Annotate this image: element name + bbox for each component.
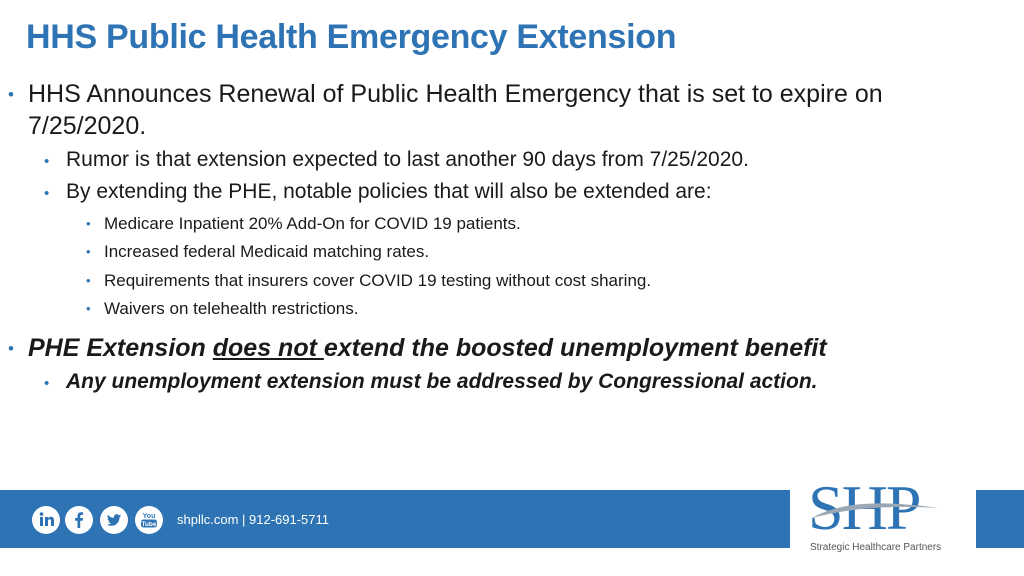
- facebook-icon[interactable]: [65, 506, 93, 534]
- youtube-icon[interactable]: [135, 506, 163, 534]
- bullet-dot: •: [86, 216, 91, 231]
- bullet-insurers: Requirements that insurers cover COVID 19 testing without cost sharing.: [104, 271, 652, 290]
- footer-contact[interactable]: shpllc.com | 912-691-5711: [177, 512, 330, 527]
- youtube-text-bottom: Tube: [141, 520, 157, 528]
- bullet-extending: By extending the PHE, notable policies that will also be extended are:: [66, 180, 712, 203]
- phe-text-part3: extend the boosted unemployment benefit: [323, 334, 827, 362]
- company-logo: [790, 474, 976, 560]
- bullet-dot: •: [44, 185, 50, 202]
- bullet-renewal-line2: 7/25/2020.: [28, 112, 147, 140]
- bullet-congressional: Any unemployment extension must be addressed by Congressional action.: [66, 370, 818, 393]
- phe-text-emphasis: does not: [212, 334, 324, 362]
- bullet-phe-extension: [28, 332, 827, 364]
- logo-subtitle: Strategic Healthcare Partners: [810, 542, 942, 553]
- bullet-dot: •: [8, 339, 14, 358]
- bullet-dot: •: [86, 301, 91, 316]
- logo-swoosh-icon: [810, 496, 940, 526]
- logo-letters: SHP: [808, 472, 920, 543]
- linkedin-icon[interactable]: [32, 506, 60, 534]
- bullet-dot: •: [86, 244, 91, 259]
- bullet-renewal-line1: HHS Announces Renewal of Public Health Emergency that is set to expire on: [28, 80, 883, 108]
- bullet-medicare: Medicare Inpatient 20% Add-On for COVID 19 patients.: [104, 214, 521, 233]
- bullet-dot: •: [8, 85, 14, 104]
- slide-title: HHS Public Health Emergency Extension: [26, 18, 677, 56]
- bullet-telehealth: Waivers on telehealth restrictions.: [104, 299, 359, 318]
- bullet-dot: •: [44, 153, 50, 170]
- bullet-rumor: Rumor is that extension expected to last another 90 days from 7/25/2020.: [66, 148, 749, 171]
- phe-text-part1: PHE Extension: [28, 334, 213, 362]
- youtube-text-top: You: [142, 513, 156, 520]
- bullet-dot: •: [86, 273, 91, 288]
- bullet-medicaid: Increased federal Medicaid matching rates.: [104, 242, 430, 261]
- twitter-icon[interactable]: [100, 506, 128, 534]
- bullet-dot: •: [44, 375, 50, 392]
